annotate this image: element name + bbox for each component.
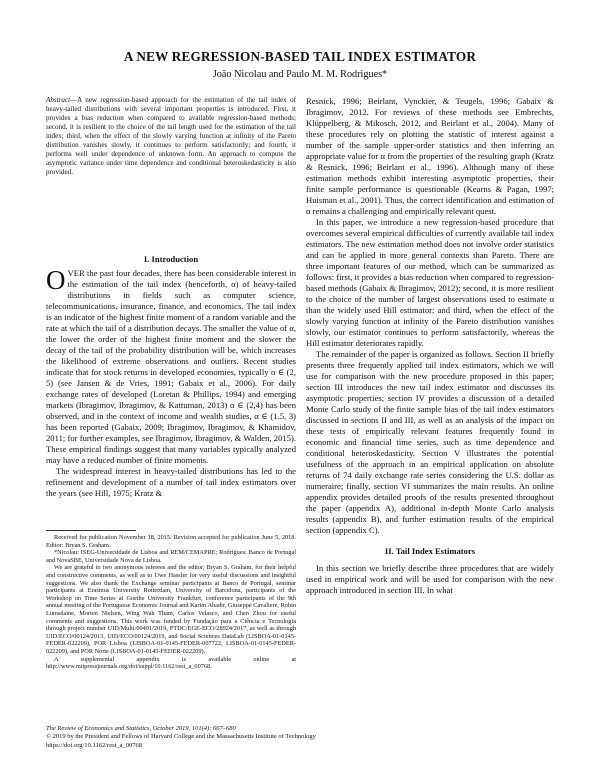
intro-paragraph-1-text: VER the past four decades, there has been considerable interest in the estimation of the tail index (henceforth, α) of heavy-tailed distributions in fields such as computer science, telecommunications, insurance, finance, and economics. The tail index is an indicator of the highest finite moment of a random variable and the rate at which the tail of a distribution decays. The smaller the value of α, the lower the order of the highest finite moment and the slower the decay of the tail of the probability distribution will be, which increases the likelihood of extreme observations and outliers. Recent studies indicate that for stock returns in developed economies, typically α ∈ (2, 5) (see Jansen & de Vries, 1991; Gabaix et al., 2006). For daily exchange rates of developed (Loretan & Phillips, 1994) and emerging markets (Ibragimov, Ibragimov, & Kattuman, 2013) α ∈ (2,4) has been observed, and in the context of income and wealth studies, α ∈ (1.5, 3) has been reported (Gabaix, 2009; Ibragimov, Ibragimov, & Khamidov, 2011; for further examples, see Ibragimov, Ibragimov, & Walden, 2015). These empirical findings suggest that many variables typically analyzed may have a reduced number of finite moments. xyxy=(46,268,296,465)
paper-authors: João Nicolau and Paulo M. M. Rodrigues* xyxy=(212,69,388,80)
section-heading-introduction: I. Introduction xyxy=(143,254,199,264)
right-paragraph-2: In this paper, we introduce a new regression-based procedure that overcomes several empirical difficulties of currently available tail index estimators. The new estimation method does not involve order statistics and can be applied in more general contexts than Pareto. There are three important features of our method, which can be summarized as follows: first, it provides a bias reduction when compared to regression-based methods (Gabaix & Ibragimov, 2012); second, it is more resilient to the choice of the number of largest observations used to estimate α than the widely used Hill estimator; and third, when the effect of the slowly varying function at infinity of the Pareto distribution vanishes slowly, our estimator continues to perform satisfactorily, whereas the Hill estimator deteriorates rapidly. xyxy=(306,217,554,348)
intro-paragraph-1 xyxy=(46,265,296,466)
footnote-supplemental: A supplemental appendix is available online at http://www.mitpressjournals.org/doi/suppl/10.1162/rest_a_00768. xyxy=(46,655,296,671)
footnote-acknowledgments: We are grateful to two anonymous referees and the editor, Bryan S. Graham, for their helpful and constructive comments, as well as to Uwe Hassler for very useful discussions and insightful suggestions. We also thank the Exchange seminar participants at Banco de Portugal, seminar participants at Erasmus University Rotterdam, University of Barcelona, participants of the Workshop on Time Series at Goethe University Frankfurt, conference participants of the 9th annual meeting of the Portuguese Economic Journal and Karim Abadir, Giuseppe Cavaliere, Robin Lumsdaine, Morten Nielsen, Wing Wah Tham, Carlos Velasco, and Chen Zhou for useful comments and suggestions. This work was funded by Fundação para a Ciência e Tecnologia through project number UID/Multi/00491/2019, PTDC/EGE-ECO/28924/2017, as well as through UID/ECO/00124/2013, UID/ECO/00124/2019, and Social Sciences DataLab (LISBOA-01-0145-FEDER-022209), POR Lisboa (LISBOA-01-0145-FEDER-007722, LISBOA-01-0145-FEDER-022209), and POR Norte (LISBOA-01-0145-FEDER-022209). xyxy=(46,564,296,655)
right-column-body xyxy=(306,96,554,596)
footnote-rule xyxy=(46,530,136,531)
paper-title: A NEW REGRESSION-BASED TAIL INDEX ESTIMATOR xyxy=(123,49,477,64)
abstract-label: Abstract xyxy=(46,96,71,104)
right-paragraph-4: In this section we briefly describe three procedures that are widely used in empirical work and will be used for comparison with the new approach introduced in section III. In what xyxy=(306,563,554,595)
right-paragraph-3: The remainder of the paper is organized as follows. Section II briefly presents three frequently applied tail index estimators, which we will use for comparison with the new procedure proposed in this paper; section III introduces the new tail index estimator and discusses its asymptotic properties; section IV provides a discussion of a detailed Monte Carlo study of the finite sample bias of the tail index estimators discussed in sections II and III, as well as an analysis of the impact on these tests of empirically relevant features frequently found in economic and financial time series, such as time dependence and conditional heteroskedasticity. Section V illustrates the potential usefulness of the approach in an empirical application on absolute returns of 74 daily exchange rate series considering the U.S. dollar as numeraire; finally, section VI summarizes the main results. An online appendix provides detailed proofs of the results presented throughout the paper (appendix A), additional in-depth Monte Carlo analysis results (appendix B), and further estimation results of the empirical section (appendix C). xyxy=(306,349,554,535)
publication-info xyxy=(46,725,566,750)
journal-line: The Review of Economics and Statistics, October 2019, 101(4): 667–680 xyxy=(46,725,236,732)
footnote-affiliation: *Nicolau: ISEG-Universidade de Lisboa and REM/CEMAPRE; Rodrigues: Banco de Portugal and NovaSBE, Universidade Nova de Lisboa. xyxy=(46,549,296,564)
introduction-body xyxy=(46,265,296,499)
abstract xyxy=(46,96,296,177)
abstract-text: —A new regression-based approach for the estimation of the tail index of heavy-tailed distributions with several important properties is introduced. First, it provides a bias reduction when compared to available regression-based methods; second, it is resilient to the choice of the tail length used for the estimation of the tail index; third, when the effect of the slowly varying function at infinity of the Pareto distribution vanishes slowly, it continues to perform satisfactorily; and fourth, it performs well under dependence of unknown form. An approach to compute the asymptotic variance under time dependence and conditional heteroskedasticity is also provided. xyxy=(46,96,296,176)
right-paragraph-1: Resnick, 1996; Beirlant, Vynckier, & Teugels, 1996; Gabaix & Ibragimov, 2012. For reviews of these methods see Embrechts, Klüppelberg, & Mikosch, 2012, and Beirlant et al., 2004). Many of these procedures rely on plotting the statistic of interest against a number of the sample upper-order statistics and then inferring an appropriate value for α from the properties of the resulting graph (Kratz & Resnick, 1996; Beirlant et al., 1996). Although many of these estimation methods exhibit interesting asymptotic properties, their finite sample performance is questionable (Kearns & Pagan, 1997; Huisman et al., 2001). Thus, the correct identification and estimation of α remains a challenging and empirically relevant quest. xyxy=(306,96,554,216)
drop-cap: O xyxy=(46,265,66,295)
footnote-received: Received for publication November 18, 2015. Revision accepted for publication June 5, 2018. Editor: Bryan S. Graham. xyxy=(46,534,296,549)
intro-paragraph-2: The widespread interest in heavy-tailed distributions has led to the refinement and development of a number of tail index estimators over the years (see Hill, 1975; Kratz & xyxy=(46,466,296,498)
copyright-line: © 2019 by the President and Fellows of Harvard College and the Massachusetts Institute of Technology xyxy=(46,733,316,741)
footnotes xyxy=(46,534,296,671)
doi-link[interactable]: https://doi.org/10.1162/rest_a_00768 xyxy=(46,741,143,749)
section-heading-tail-index-estimators: II. Tail Index Estimators xyxy=(384,546,476,556)
